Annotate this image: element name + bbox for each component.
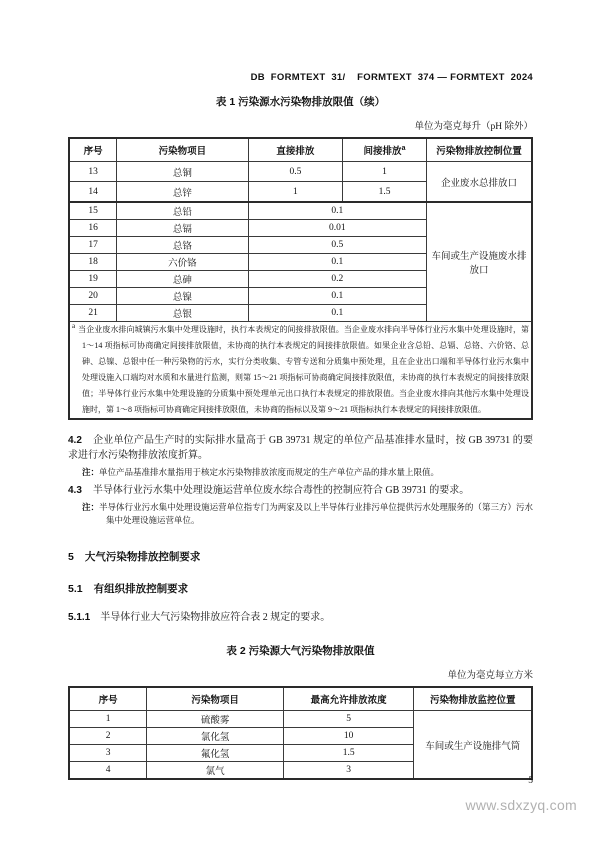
cell-max: 1.5 bbox=[283, 745, 414, 762]
table1-water-pollutants bbox=[68, 137, 533, 420]
page-content bbox=[68, 0, 533, 780]
table1-header-seq: 序号 bbox=[69, 138, 117, 162]
cell-seq: 14 bbox=[69, 182, 117, 203]
cell-seq: 3 bbox=[69, 745, 147, 762]
cell-item: 总砷 bbox=[117, 271, 248, 288]
table1-caption: 表 1 污染源水污染物排放限值（续） bbox=[215, 96, 386, 108]
cell-item: 氯气 bbox=[147, 762, 284, 780]
cell-item: 总镉 bbox=[117, 220, 248, 237]
cell-seq: 18 bbox=[69, 254, 117, 271]
table1-header-location: 污染物排放控制位置 bbox=[426, 138, 532, 162]
section-4-2 bbox=[68, 433, 533, 463]
cell-seq: 4 bbox=[69, 762, 147, 780]
section-text: 大气污染物排放控制要求 bbox=[84, 551, 201, 563]
cell-limit-merged: 0.2 bbox=[248, 271, 426, 288]
table1-footnote bbox=[72, 322, 529, 418]
note-label: 注： bbox=[82, 467, 100, 477]
cell-indirect: 1 bbox=[343, 162, 427, 182]
cell-max: 10 bbox=[283, 728, 414, 745]
cell-max: 5 bbox=[283, 711, 414, 728]
section-number: 4.2 bbox=[68, 435, 82, 446]
cell-seq: 13 bbox=[69, 162, 117, 182]
cell-item: 总锌 bbox=[117, 182, 248, 203]
cell-seq: 15 bbox=[69, 202, 117, 220]
table2-caption: 表 2 污染源大气污染物排放限值 bbox=[226, 645, 375, 657]
section-number: 5.1 bbox=[68, 583, 83, 595]
cell-limit-merged: 0.5 bbox=[248, 237, 426, 254]
cell-item: 总铜 bbox=[117, 162, 248, 182]
table-row bbox=[69, 711, 532, 728]
cell-item: 总银 bbox=[117, 305, 248, 322]
table2-header-max: 最高允许排放浓度 bbox=[283, 687, 414, 711]
cell-item: 硫酸雾 bbox=[147, 711, 284, 728]
cell-seq: 19 bbox=[69, 271, 117, 288]
cell-limit-merged: 0.1 bbox=[248, 202, 426, 220]
cell-seq: 20 bbox=[69, 288, 117, 305]
table1-header-item: 污染物项目 bbox=[117, 138, 248, 162]
cell-location-merged: 车间或生产设施排气筒 bbox=[414, 711, 532, 780]
cell-indirect: 1.5 bbox=[343, 182, 427, 203]
cell-item: 总铬 bbox=[117, 237, 248, 254]
watermark: www.sdxzyq.com bbox=[465, 797, 577, 813]
cell-limit-merged: 0.1 bbox=[248, 254, 426, 271]
section-text: 半导体行业大气污染物排放应符合表 2 规定的要求。 bbox=[100, 612, 331, 623]
cell-item: 氟化氢 bbox=[147, 745, 284, 762]
note-label: 注： bbox=[82, 502, 100, 512]
table2-header-seq: 序号 bbox=[69, 687, 147, 711]
section-4-3-note bbox=[82, 501, 533, 527]
table2-header-location: 污染物排放监控位置 bbox=[414, 687, 532, 711]
cell-location-merged: 企业废水总排放口 bbox=[426, 162, 532, 203]
cell-direct: 0.5 bbox=[248, 162, 342, 182]
footnote-marker: a bbox=[401, 144, 406, 152]
cell-limit-merged: 0.01 bbox=[248, 220, 426, 237]
section-text: 半导体行业污水集中处理设施运营单位废水综合毒性的控制应符合 GB 39731 的要求。 bbox=[92, 485, 470, 496]
table1-footnote-row bbox=[69, 322, 532, 420]
cell-seq: 16 bbox=[69, 220, 117, 237]
cell-item: 六价铬 bbox=[117, 254, 248, 271]
table1-unit-note: 单位为毫克每升（pH 除外） bbox=[414, 122, 533, 132]
table1-header-indirect-label: 间接排放 bbox=[363, 146, 402, 157]
cell-seq: 17 bbox=[69, 237, 117, 254]
cell-limit-merged: 0.1 bbox=[248, 288, 426, 305]
cell-direct: 1 bbox=[248, 182, 342, 203]
table-row bbox=[69, 202, 532, 220]
cell-max: 3 bbox=[283, 762, 414, 780]
section-text: 企业单位产品生产时的实际排水量高于 GB 39731 规定的单位产品基准排水量时，按 GB 39731 的要求进行水污染物排放浓度折算。 bbox=[68, 435, 533, 461]
note-text: 单位产品基准排水量指用于核定水污染物排放浓度而规定的生产单位产品的排水量上限值。 bbox=[99, 467, 440, 477]
cell-seq: 1 bbox=[69, 711, 147, 728]
cell-limit-merged: 0.1 bbox=[248, 305, 426, 322]
section-5-heading bbox=[68, 549, 533, 564]
section-number: 5 bbox=[68, 551, 74, 563]
table1-header-indirect bbox=[343, 138, 427, 162]
section-number: 5.1.1 bbox=[68, 612, 91, 623]
table1-header-direct: 直接排放 bbox=[248, 138, 342, 162]
footnote-marker: a bbox=[72, 322, 76, 331]
table1-header-row bbox=[69, 138, 532, 162]
section-number: 4.3 bbox=[68, 485, 82, 496]
footnote-text: 当企业废水排向城镇污水集中处理设施时，执行本表规定的间接排放限值。当企业废水排向半导体行业污水集中处理设施时，第 1～14 项指标可协商确定间接排放限值，未协商的执行本表规定的间接排放限值。如果企业含总铅、总镉、总铬、六价铬、总砷、总镍、总银中任一种污染物的污水，实行分类收集、专管专送和分质集中预处理，且在企业出口端和半导体行业污水集中处理设施入口端均对水质和水量进行监测，则第 15～21 项指标可协商确定间接排放限值，未协商的执行本表规定的间接排放限值；半导体行业污水集中处理设施的分质集中预处理单元出口执行本表规定的排放限值。当企业废水排向其他污水集中处理设施时，第 1～8 项指标可协商确定间接排放限值，未协商的指标以及第 9～21 项指标执行本表规定的间接排放限值。 bbox=[78, 325, 529, 414]
note-text: 半导体行业污水集中处理设施运营单位指专门为两家及以上半导体行业排污单位提供污水处理服务的（第三方）污水集中处理设施运营单位。 bbox=[99, 502, 533, 525]
standard-number-header: DB FORMTEXT 31/ FORMTEXT 374 — FORMTEXT 2024 bbox=[250, 72, 533, 83]
section-5-1-heading bbox=[68, 581, 533, 596]
cell-item: 总铅 bbox=[117, 202, 248, 220]
table2-unit-note: 单位为毫克每立方米 bbox=[447, 671, 533, 681]
section-4-2-note bbox=[82, 466, 533, 479]
table2-header-item: 污染物项目 bbox=[147, 687, 284, 711]
section-5-1-1 bbox=[68, 610, 533, 625]
cell-item: 氯化氢 bbox=[147, 728, 284, 745]
table2-header-row bbox=[69, 687, 532, 711]
table-row bbox=[69, 162, 532, 182]
section-text: 有组织排放控制要求 bbox=[93, 583, 189, 595]
section-4-3 bbox=[68, 483, 533, 498]
cell-item: 总镍 bbox=[117, 288, 248, 305]
table1-footnote-cell bbox=[69, 322, 532, 420]
cell-location-merged: 车间或生产设施废水排放口 bbox=[426, 202, 532, 322]
cell-seq: 21 bbox=[69, 305, 117, 322]
table2-air-pollutants bbox=[68, 686, 533, 780]
page-number: 5 bbox=[528, 776, 533, 786]
cell-seq: 2 bbox=[69, 728, 147, 745]
